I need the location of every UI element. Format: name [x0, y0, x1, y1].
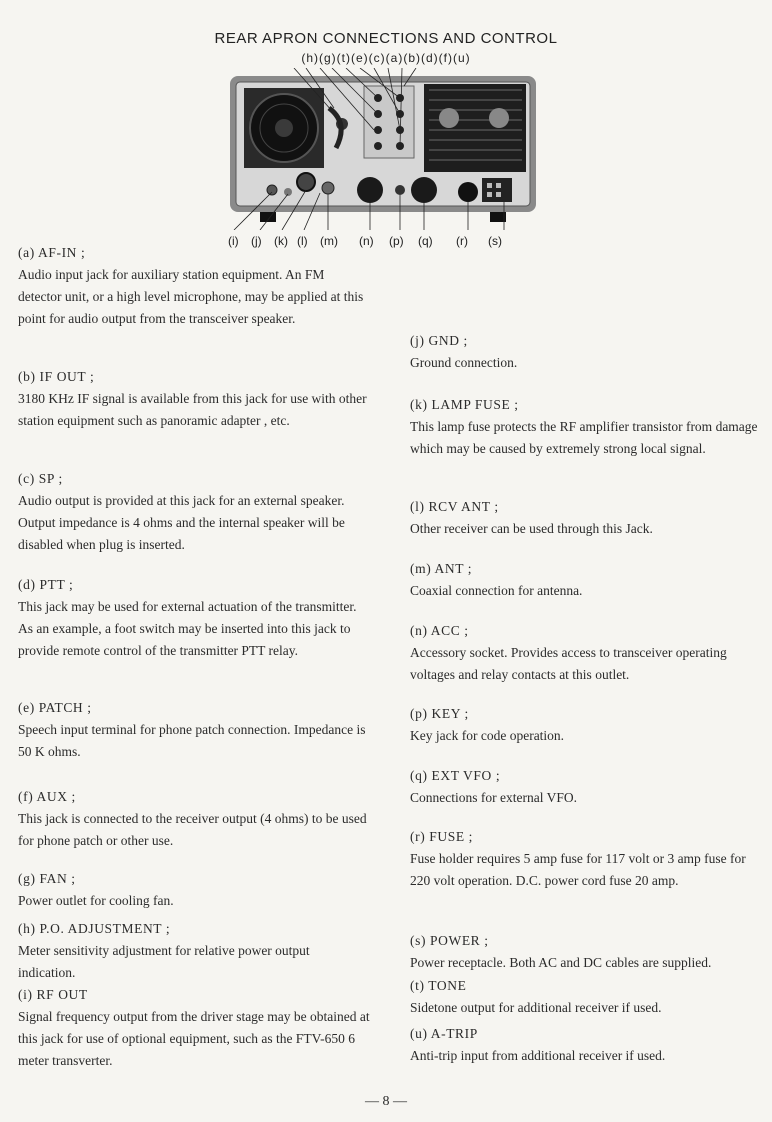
entry-po-adjustment: [18, 918, 370, 984]
entry-lamp-fuse: [410, 394, 766, 460]
callout-label-j: (j): [251, 234, 262, 248]
entry-a-trip: [410, 1023, 766, 1067]
entry-heading: (p) KEY ;: [410, 706, 469, 721]
entry-body: Power receptacle. Both AC and DC cables are supplied.: [410, 955, 712, 970]
entry-ext-vfo: [410, 765, 766, 809]
entry-body: Speech input terminal for phone patch connection. Impedance is 50 K ohms.: [18, 722, 366, 759]
callout-label-s: (s): [488, 234, 502, 248]
callout-label-p: (p): [389, 234, 404, 248]
entry-fuse: [410, 826, 766, 892]
entry-ant: [410, 558, 766, 602]
entry-body: This jack may be used for external actuation of the transmitter. As an example, a foot switch may be inserted into this jack to provide remote control of the transmitter PTT relay.: [18, 599, 357, 658]
entry-heading: (c) SP ;: [18, 471, 63, 486]
entry-heading: (q) EXT VFO ;: [410, 768, 501, 783]
entry-body: Power outlet for cooling fan.: [18, 893, 174, 908]
entry-body: Anti-trip input from additional receiver if used.: [410, 1048, 666, 1063]
page-number: — 8 —: [365, 1094, 407, 1109]
entry-heading: (h) P.O. ADJUSTMENT ;: [18, 921, 171, 936]
entry-heading: (r) FUSE ;: [410, 829, 473, 844]
cooling-fan-icon: [244, 88, 324, 168]
entry-power: [410, 930, 766, 974]
callout-label-q: (q): [418, 234, 433, 248]
entry-sp: [18, 468, 370, 556]
entry-body: Audio output is provided at this jack for an external speaker. Output impedance is 4 ohms and the internal speaker will be disabled when plug is inserted.: [18, 493, 345, 552]
callout-label-m: (m): [320, 234, 338, 248]
callout-label-i: (i): [228, 234, 239, 248]
jack-panel-icon: [364, 86, 414, 158]
callout-label-k: (k): [274, 234, 288, 248]
entry-body: Sidetone output for additional receiver if used.: [410, 1000, 662, 1015]
entry-body: Fuse holder requires 5 amp fuse for 117 volt or 3 amp fuse for 220 volt operation. D.C. power cord fuse 20 amp.: [410, 851, 746, 888]
entry-ptt: [18, 574, 370, 662]
entry-body: Ground connection.: [410, 355, 518, 370]
entry-body: Connections for external VFO.: [410, 790, 577, 805]
entry-heading: (k) LAMP FUSE ;: [410, 397, 519, 412]
entry-heading: (t) TONE: [410, 978, 467, 993]
entry-heading: (f) AUX ;: [18, 789, 76, 804]
entry-body: This jack is connected to the receiver output (4 ohms) to be used for phone patch or other use.: [18, 811, 367, 848]
entry-heading: (g) FAN ;: [18, 871, 76, 886]
entry-body: 3180 KHz IF signal is available from this jack for use with other station equipment such as panoramic adapter , etc.: [18, 391, 367, 428]
entry-heading: (a) AF-IN ;: [18, 245, 86, 260]
entry-heading: (d) PTT ;: [18, 577, 74, 592]
entry-heading: (i) RF OUT: [18, 987, 88, 1002]
entry-heading: (e) PATCH ;: [18, 700, 92, 715]
entry-body: Other receiver can be used through this Jack.: [410, 521, 653, 536]
entry-tone: [410, 975, 766, 1019]
callout-label-l: (l): [297, 234, 308, 248]
entry-rf-out: [18, 984, 370, 1072]
entry-heading: (l) RCV ANT ;: [410, 499, 499, 514]
entry-heading: (n) ACC ;: [410, 623, 469, 638]
entry-rcv-ant: [410, 496, 766, 540]
entry-if-out: [18, 366, 370, 432]
entry-body: Signal frequency output from the driver stage may be obtained at this jack for use of optional equipment, such as the FTV-650 6 meter transverter.: [18, 1009, 370, 1068]
entry-af-in: [18, 242, 370, 330]
rear-panel-photo: [224, 68, 542, 230]
entry-key: [410, 703, 766, 747]
entry-body: Accessory socket. Provides access to transceiver operating voltages and relay contacts at this outlet.: [410, 645, 727, 682]
top-callout-labels: (h)(g)(t)(e)(c)(a)(b)(d)(f)(u): [301, 51, 471, 65]
entry-heading: (s) POWER ;: [410, 933, 489, 948]
heat-sink-icon: [424, 84, 526, 172]
entry-gnd: [410, 330, 766, 374]
entry-acc: [410, 620, 766, 686]
entry-aux: [18, 786, 370, 852]
entry-heading: (b) IF OUT ;: [18, 369, 95, 384]
entry-heading: (j) GND ;: [410, 333, 468, 348]
entry-body: Audio input jack for auxiliary station equipment. An FM detector unit, or a high level microphone, may be applied at this point for audio output from the transceiver speaker.: [18, 267, 364, 326]
entry-patch: [18, 697, 370, 763]
entry-heading: (u) A-TRIP: [410, 1026, 478, 1041]
entry-body: Meter sensitivity adjustment for relative power output indication.: [18, 943, 310, 980]
callout-label-n: (n): [359, 234, 374, 248]
callout-label-r: (r): [456, 234, 468, 248]
entry-fan: [18, 868, 370, 912]
entry-body: This lamp fuse protects the RF amplifier transistor from damage which may be caused by extremely strong local signal.: [410, 419, 758, 456]
page-title: REAR APRON CONNECTIONS AND CONTROL: [214, 30, 558, 47]
entry-body: Coaxial connection for antenna.: [410, 583, 583, 598]
entry-heading: (m) ANT ;: [410, 561, 473, 576]
entry-body: Key jack for code operation.: [410, 728, 565, 743]
